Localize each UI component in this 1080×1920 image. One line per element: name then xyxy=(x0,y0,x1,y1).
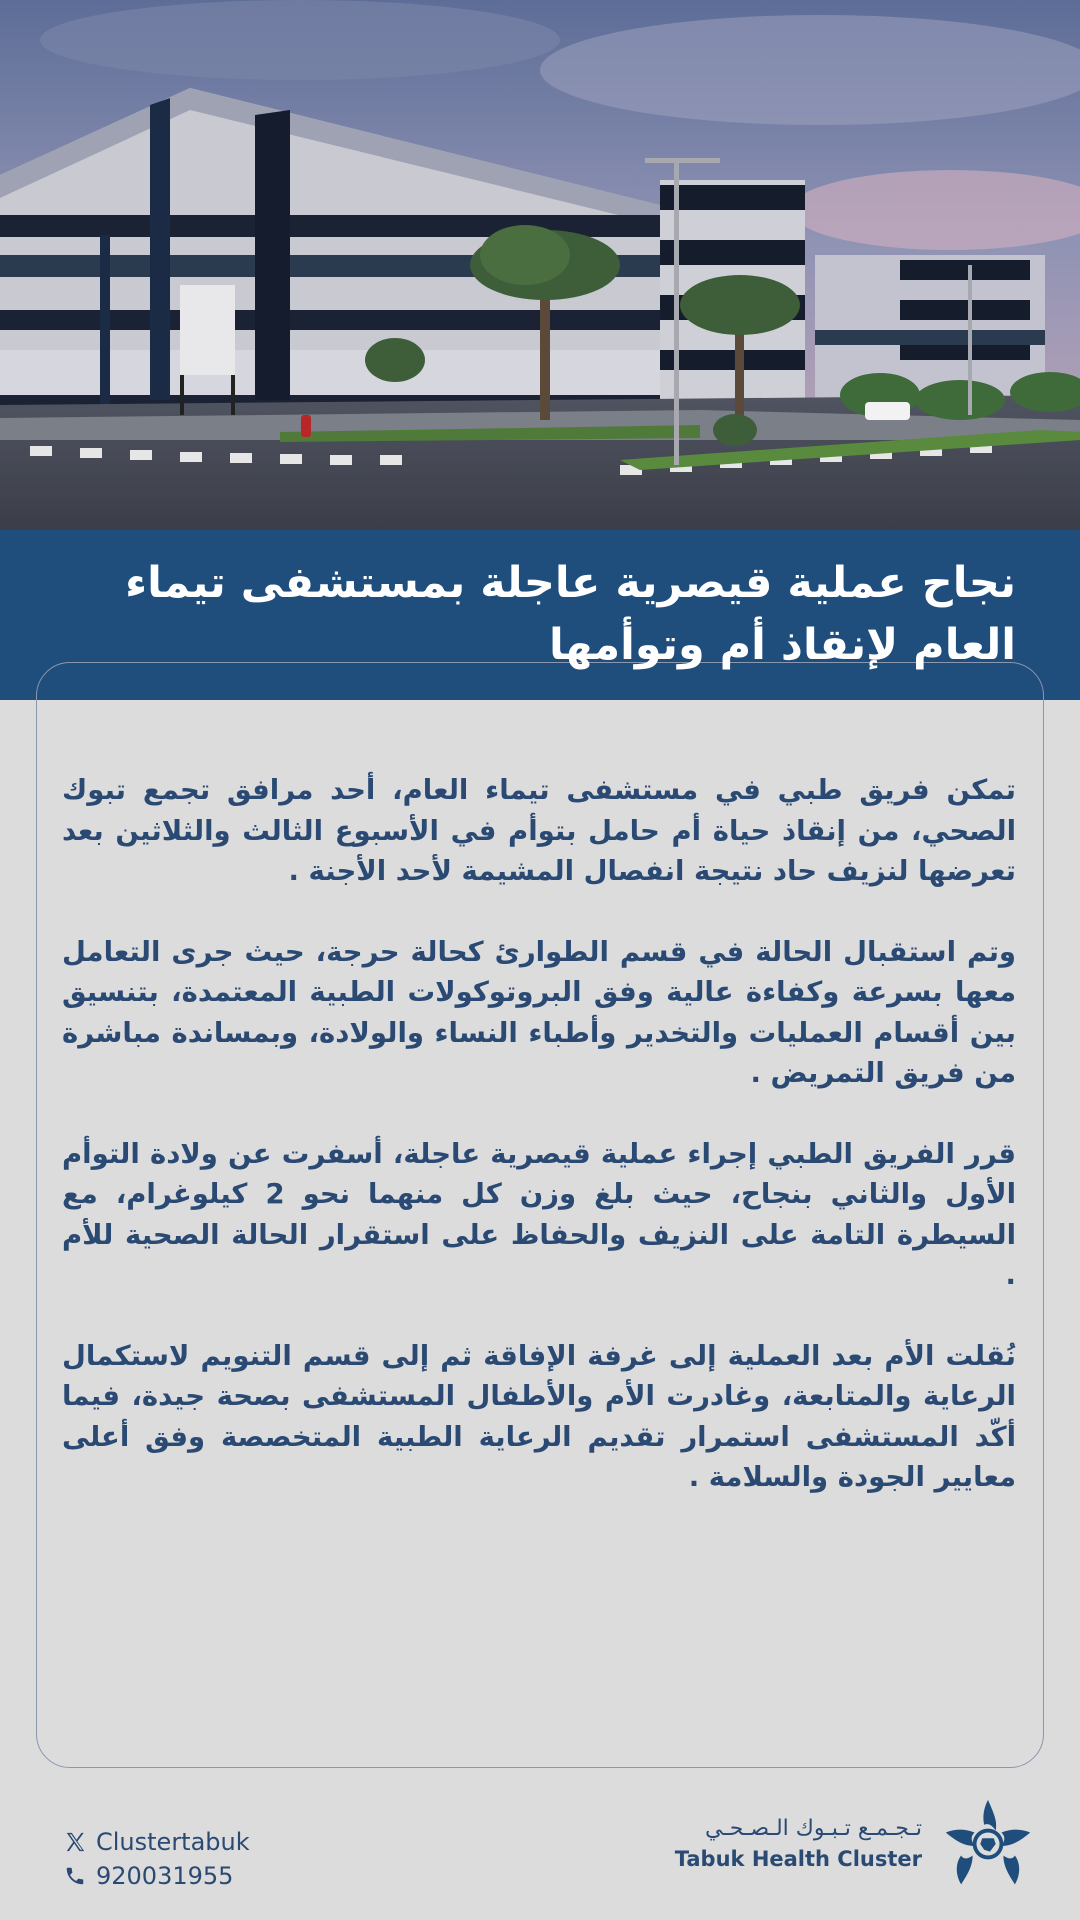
article-body xyxy=(62,770,1016,1538)
article-title: نجاح عملية قيصرية عاجلة بمستشفى تيماء العام لإنقاذ أم وتوأمها xyxy=(125,558,1016,670)
article-paragraph: نُقلت الأم بعد العملية إلى غرفة الإفاقة ثم إلى قسم التنويم لاستكمال الرعاية والمتابعة، وغادرت الأم والأطفال المستشفى بصحة جيدة، فيما أكّد المستشفى استمرار تقديم الرعاية الطبية المتخصصة وفق أعلى معايير الجودة والسلامة . xyxy=(62,1339,1016,1493)
x-logo-icon xyxy=(62,1829,88,1855)
tabuk-health-cluster-logo-icon xyxy=(940,1796,1036,1892)
phone-icon xyxy=(62,1863,88,1889)
article-paragraph: وتم استقبال الحالة في قسم الطوارئ كحالة حرجة، حيث جرى التعامل معها بسرعة وكفاءة عالية وفق البروتوكولات الطبية المعتمدة، بتنسيق بين أقسام العمليات والتخدير وأطباء النساء والولادة، وبمساندة مباشرة من فريق التمريض . xyxy=(62,935,1016,1089)
contact-info xyxy=(62,1826,250,1894)
article-paragraph: تمكن فريق طبي في مستشفى تيماء العام، أحد مرافق تجمع تبوك الصحي، من إنقاذ حياة أم حامل بتوأم في الأسبوع الثالث والثلاثين بعد تعرضها لنزيف حاد نتيجة انفصال المشيمة لأحد الأجنة . xyxy=(62,774,1016,887)
article-paragraph: قرر الفريق الطبي إجراء عملية قيصرية عاجلة، أسفرت عن ولادة التوأم الأول والثاني بنجاح، حيث بلغ وزن كل منهما نحو 2 كيلوغرام، مع السيطرة التامة على النزيف والحفاظ على استقرار الحالة الصحية للأم . xyxy=(62,1137,1016,1291)
phone-row[interactable] xyxy=(62,1860,250,1892)
brand-block xyxy=(675,1796,1036,1892)
x-handle-row[interactable] xyxy=(62,1826,250,1858)
x-handle: Clustertabuk xyxy=(96,1828,250,1856)
brand-text xyxy=(675,1814,922,1874)
brand-name-arabic: تـجـمـع تـبـوك الـصـحـي xyxy=(705,1816,922,1841)
phone-number: 920031955 xyxy=(96,1862,234,1890)
brand-name-english: Tabuk Health Cluster xyxy=(674,1847,922,1871)
hero-photo xyxy=(0,0,1080,530)
